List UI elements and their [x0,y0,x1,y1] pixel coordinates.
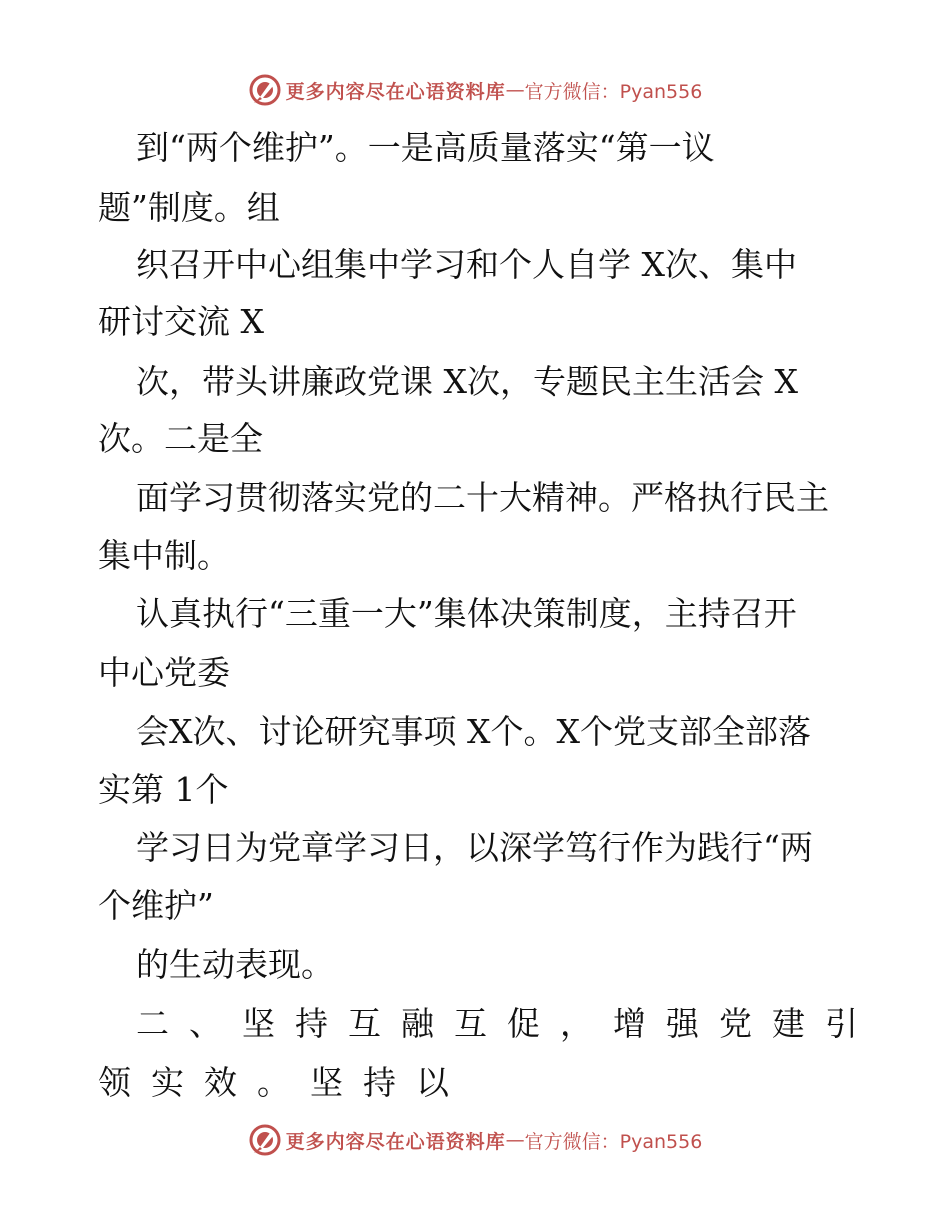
body-line: 中心党委 [98,653,230,692]
watermark-dash: — [505,1129,525,1151]
watermark-dash: — [505,79,525,101]
header-watermark [0,70,950,110]
watermark-wechat-text: 官方微信：Pyan556 [524,80,703,103]
body-line: 次，带头讲廉政党课 X次，专题民主生活会 X [136,362,798,401]
section-heading-line: 领实效。坚持以 [98,1063,469,1102]
footer-watermark [0,1120,950,1160]
body-line: 到“两个维护”。一是高质量落实“第一议 [136,128,715,167]
pen-nib-circle-icon [248,73,282,107]
watermark-wechat-text: 官方微信：Pyan556 [524,1130,703,1153]
body-line: 的生动表现。 [136,945,334,984]
pen-nib-circle-icon [248,1123,282,1157]
watermark-main-text: 更多内容尽在心语资料库 [285,1130,506,1153]
body-line: 题”制度。组 [98,188,280,227]
body-line: 次。二是全 [98,419,263,458]
body-line: 学习日为党章学习日，以深学笃行作为践行“两 [136,828,813,867]
body-line: 会X次、讨论研究事项 X个。X个党支部全部落 [136,712,811,751]
watermark-main-text: 更多内容尽在心语资料库 [285,80,506,103]
body-line: 面学习贯彻落实党的二十大精神。严格执行民主 [136,478,829,517]
body-line: 织召开中心组集中学习和个人自学 X次、集中 [136,245,797,284]
body-line: 认真执行“三重一大”集体决策制度，主持召开 [136,594,797,633]
body-line: 个维护” [98,886,214,925]
section-heading-line: 二、坚持互融互促，增强党建引 [136,1004,878,1043]
body-line: 研讨交流 X [98,302,264,341]
body-line: 实第 1个 [98,770,229,809]
body-line: 集中制。 [98,536,230,575]
